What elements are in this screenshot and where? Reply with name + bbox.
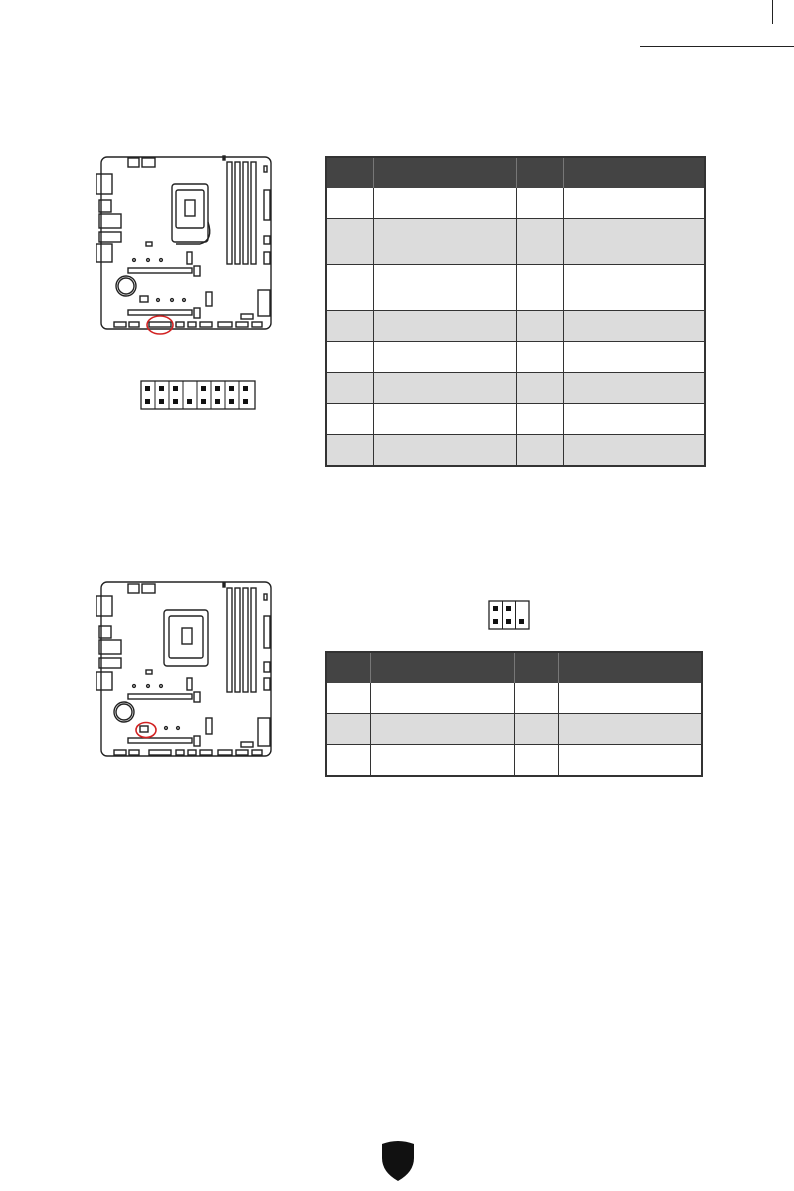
table-cell	[514, 745, 558, 777]
table-cell	[563, 342, 705, 373]
pin-definition-table-1	[325, 156, 706, 467]
table-cell	[326, 745, 370, 777]
table-cell	[326, 311, 373, 342]
table-cell	[516, 188, 563, 219]
table-row	[326, 745, 702, 777]
16-pin-header-icon	[140, 380, 256, 410]
table-cell	[516, 404, 563, 435]
table-cell	[558, 714, 702, 745]
table-cell	[326, 404, 373, 435]
6-pin-header-icon	[488, 600, 530, 630]
table-cell	[516, 373, 563, 404]
table-cell	[373, 342, 516, 373]
table-row	[326, 683, 702, 714]
table-cell	[516, 435, 563, 467]
table-cell	[373, 435, 516, 467]
table-cell	[326, 714, 370, 745]
column-header	[516, 157, 563, 188]
table-cell	[326, 219, 373, 265]
crop-mark-vertical	[772, 0, 773, 24]
table-cell	[370, 683, 514, 714]
table-row	[326, 342, 705, 373]
table-row	[326, 188, 705, 219]
table-row	[326, 373, 705, 404]
table-cell	[373, 311, 516, 342]
table-cell	[326, 342, 373, 373]
table-header-row	[326, 652, 702, 683]
table-cell	[563, 219, 705, 265]
table-header-row	[326, 157, 705, 188]
table-cell	[326, 435, 373, 467]
table-cell	[326, 265, 373, 311]
table-cell	[373, 188, 516, 219]
crop-mark-horizontal	[640, 46, 794, 47]
table-cell	[514, 683, 558, 714]
table-cell	[563, 373, 705, 404]
table-cell	[516, 265, 563, 311]
table-cell	[563, 311, 705, 342]
motherboard-layout-icon	[96, 152, 276, 342]
table-cell	[558, 745, 702, 777]
table-cell	[373, 265, 516, 311]
column-header	[373, 157, 516, 188]
table-cell	[558, 683, 702, 714]
table-row	[326, 219, 705, 265]
table-cell	[514, 714, 558, 745]
column-header	[370, 652, 514, 683]
table-cell	[326, 683, 370, 714]
table-cell	[516, 219, 563, 265]
shield-logo-icon	[380, 1140, 416, 1182]
table-row	[326, 404, 705, 435]
table-cell	[563, 265, 705, 311]
motherboard-layout-icon	[96, 578, 276, 764]
table-cell	[370, 745, 514, 777]
table-cell	[563, 435, 705, 467]
column-header	[558, 652, 702, 683]
table-cell	[373, 373, 516, 404]
table-row	[326, 311, 705, 342]
table-cell	[326, 188, 373, 219]
table-cell	[516, 311, 563, 342]
table-row	[326, 714, 702, 745]
table-row	[326, 435, 705, 467]
table-cell	[516, 342, 563, 373]
column-header	[326, 652, 370, 683]
column-header	[514, 652, 558, 683]
table-cell	[373, 404, 516, 435]
pin-definition-table-2	[325, 651, 703, 777]
table-cell	[563, 404, 705, 435]
table-row	[326, 265, 705, 311]
column-header	[326, 157, 373, 188]
table-cell	[373, 219, 516, 265]
table-cell	[563, 188, 705, 219]
column-header	[563, 157, 705, 188]
table-cell	[370, 714, 514, 745]
table-cell	[326, 373, 373, 404]
